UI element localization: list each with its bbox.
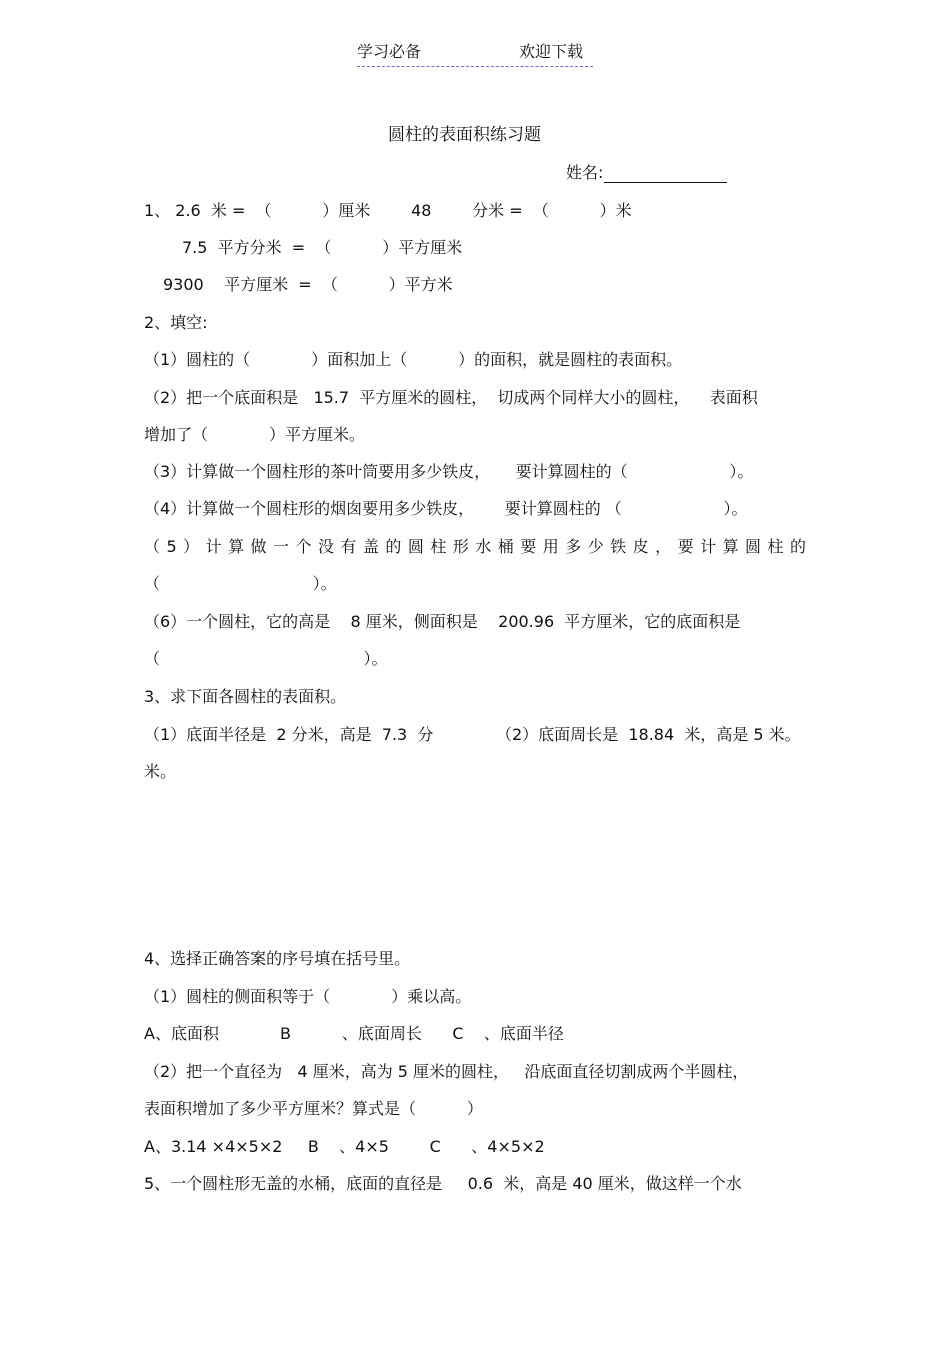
- q2-item1: （1）圆柱的（ ）面积加上（ ）的面积，就是圆柱的表面积。: [144, 350, 683, 369]
- name-label: 姓名:: [566, 163, 604, 182]
- q4-item2-line1: （2）把一个直径为 4 厘米，高为 5 厘米的圆柱， 沿底面直径切割成两个半圆柱，: [144, 1062, 749, 1081]
- q3-heading: 3、求下面各圆柱的表面积。: [144, 687, 347, 706]
- q4-item1-options: A、底面积 B 、底面周长 C 、底面半径: [144, 1024, 564, 1043]
- q1-line1: 1、 2.6 米 = （ ）厘米 48 分米 = （ ）米: [144, 201, 632, 220]
- page-title: 圆柱的表面积练习题: [388, 125, 541, 145]
- q5-text: 5、一个圆柱形无盖的水桶，底面的直径是 0.6 米，高是 40 厘米，做这样一个水: [144, 1174, 742, 1193]
- q1-line3: 9300 平方厘米 = （ ）平方米: [163, 275, 453, 294]
- q2-item6-line2: （ ）。: [144, 649, 388, 668]
- q2-item3: （3）计算做一个圆柱形的茶叶筒要用多少铁皮， 要计算圆柱的（ ）。: [144, 462, 754, 481]
- q2-item6-line1: （6）一个圆柱，它的高是 8 厘米，侧面积是 200.96 平方厘米，它的底面积是: [144, 612, 741, 631]
- q4-item2-options: A、3.14 ×4×5×2 B 、4×5 C 、4×5×2: [144, 1137, 545, 1156]
- header-right: 欢迎下载: [519, 42, 584, 61]
- q3-part-b: （2）底面周长是 18.84 米，高是 5 米。: [496, 725, 801, 744]
- q2-item5-line1: （5）计算做一个没有盖的圆柱形水桶要用多少铁皮，要计算圆柱的: [144, 537, 806, 556]
- header-left: 学习必备: [357, 42, 422, 61]
- q2-item5-line2: （ ）。: [144, 574, 337, 593]
- page-header: [357, 42, 593, 67]
- q4-item2-line2: 表面积增加了多少平方厘米？算式是（ ）: [144, 1099, 483, 1118]
- q4-item1: （1）圆柱的侧面积等于（ ）乘以高。: [144, 987, 472, 1006]
- q3-part-a: （1）底面半径是 2 分米，高是 7.3 分: [144, 725, 434, 744]
- q2-item2-line2: 增加了（ ）平方厘米。: [144, 425, 366, 444]
- q2-item2-line1: （2）把一个底面积是 15.7 平方厘米的圆柱， 切成两个同样大小的圆柱， 表面积: [144, 388, 758, 407]
- q4-heading: 4、选择正确答案的序号填在括号里。: [144, 949, 411, 968]
- q3-part-a-continued: 米。: [144, 762, 177, 781]
- q2-heading: 2、填空:: [144, 313, 208, 332]
- name-blank-line: [604, 182, 727, 183]
- q2-item4: （4）计算做一个圆柱形的烟囱要用多少铁皮， 要计算圆柱的 （ ）。: [144, 499, 748, 518]
- q1-line2: 7.5 平方分米 = （ ）平方厘米: [182, 238, 463, 257]
